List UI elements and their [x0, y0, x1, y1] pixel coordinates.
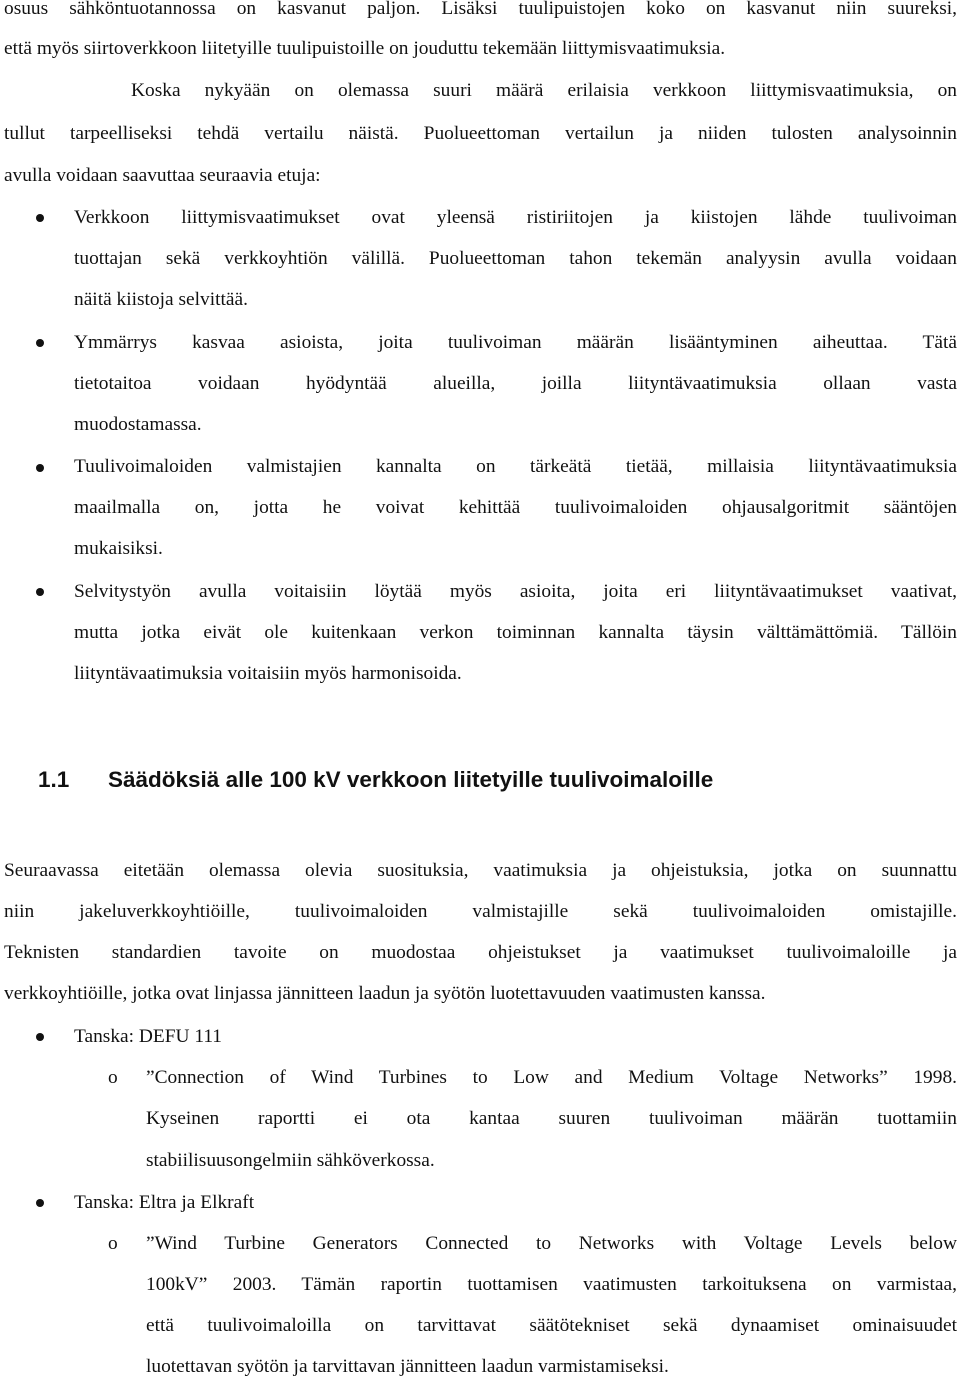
paragraph-line: verkkoyhtiöille, jotka ovat linjassa jännitteen laadun ja syötön luotettavuuden vaatimusten kanssa.	[4, 983, 766, 1004]
sub-item-line: 100kV” 2003. Tämän raportin tuottamisen vaatimusten tarkoituksena on varmistaa,	[146, 1274, 957, 1295]
sub-item-line: stabiilisuusongelmiin sähköverkossa.	[146, 1150, 435, 1171]
list-item-line: tietotaitoa voidaan hyödyntää alueilla, joilla liityntävaatimuksia ollaan vasta	[74, 373, 957, 394]
source-label: Tanska: Eltra ja Elkraft	[74, 1192, 255, 1213]
bullet-icon	[36, 1199, 44, 1207]
source-label: Tanska: DEFU 111	[74, 1026, 223, 1047]
list-item-line: Tuulivoimaloiden valmistajien kannalta on tärkeätä tietää, millaisia liityntävaatimuksia	[74, 456, 957, 477]
list-item-line: muodostamassa.	[74, 414, 202, 435]
list-item-line: Ymmärrys kasvaa asioista, joita tuulivoiman määrän lisääntyminen aiheuttaa. Tätä	[74, 332, 957, 353]
section-title: Säädöksiä alle 100 kV verkkoon liitetyille tuulivoimaloille	[108, 767, 714, 792]
sub-item-line: ”Wind Turbine Generators Connected to Networks with Voltage Levels below	[146, 1233, 957, 1254]
list-item-line: tuottajan sekä verkkoyhtiön välillä. Puolueettoman tahon tekemän analyysin avulla voidaan	[74, 248, 957, 269]
bullet-icon	[36, 588, 44, 596]
paragraph-line: osuus sähköntuotannossa on kasvanut paljon. Lisäksi tuulipuistojen koko on kasvanut niin suureksi,	[4, 0, 957, 19]
sub-item-line: ”Connection of Wind Turbines to Low and Medium Voltage Networks” 1998.	[146, 1067, 957, 1088]
sub-bullet-marker: o	[108, 1067, 118, 1088]
sub-bullet-marker: o	[108, 1233, 118, 1254]
bullet-icon	[36, 464, 44, 472]
sub-item-line: Kyseinen raportti ei ota kantaa suuren tuulivoiman määrän tuottamiin	[146, 1108, 957, 1129]
paragraph-line: niin jakeluverkkoyhtiöille, tuulivoimaloiden valmistajille sekä tuulivoimaloiden omistajille.	[4, 901, 957, 922]
paragraph-line: avulla voidaan saavuttaa seuraavia etuja:	[4, 165, 321, 186]
paragraph-line: Teknisten standardien tavoite on muodostaa ohjeistukset ja vaatimukset tuulivoimaloille ja	[4, 942, 957, 963]
bullet-icon	[36, 339, 44, 347]
list-item-line: Verkkoon liittymisvaatimukset ovat yleensä ristiriitojen ja kiistojen lähde tuulivoiman	[74, 207, 957, 228]
paragraph-line: että myös siirtoverkkoon liitetyille tuulipuistoille on jouduttu tekemään liittymisvaatimuksia.	[4, 38, 726, 59]
list-item-line: mukaisiksi.	[74, 538, 163, 559]
list-item-line: mutta jotka eivät ole kuitenkaan verkon toiminnan kannalta täysin välttämättömiä. Tällöin	[74, 622, 957, 643]
list-item-line: Selvitystyön avulla voitaisiin löytää myös asioita, joita eri liityntävaatimukset vaativat,	[74, 581, 957, 602]
sub-item-line: luotettavan syötön ja tarvittavan jännitteen laadun varmistamiseksi.	[146, 1356, 669, 1377]
list-item-line: näitä kiistoja selvittää.	[74, 289, 248, 310]
list-item-line: liityntävaatimuksia voitaisiin myös harmonisoida.	[74, 663, 462, 684]
paragraph-line: Seuraavassa eitetään olemassa olevia suosituksia, vaatimuksia ja ohjeistuksia, jotka on suunnattu	[4, 860, 957, 881]
bullet-icon	[36, 1033, 44, 1041]
list-item-line: maailmalla on, jotta he voivat kehittää tuulivoimaloiden ohjausalgoritmit sääntöjen	[74, 497, 957, 518]
bullet-icon	[36, 214, 44, 222]
sub-item-line: että tuulivoimaloilla on tarvittavat säätötekniset sekä dynaamiset ominaisuudet	[146, 1315, 957, 1336]
paragraph-line: tullut tarpeelliseksi tehdä vertailu näistä. Puolueettoman vertailun ja niiden tulosten analysoinnin	[4, 123, 957, 144]
paragraph-line: Koska nykyään on olemassa suuri määrä erilaisia verkkoon liittymisvaatimuksia, on	[131, 80, 957, 101]
section-number: 1.1	[38, 767, 70, 792]
